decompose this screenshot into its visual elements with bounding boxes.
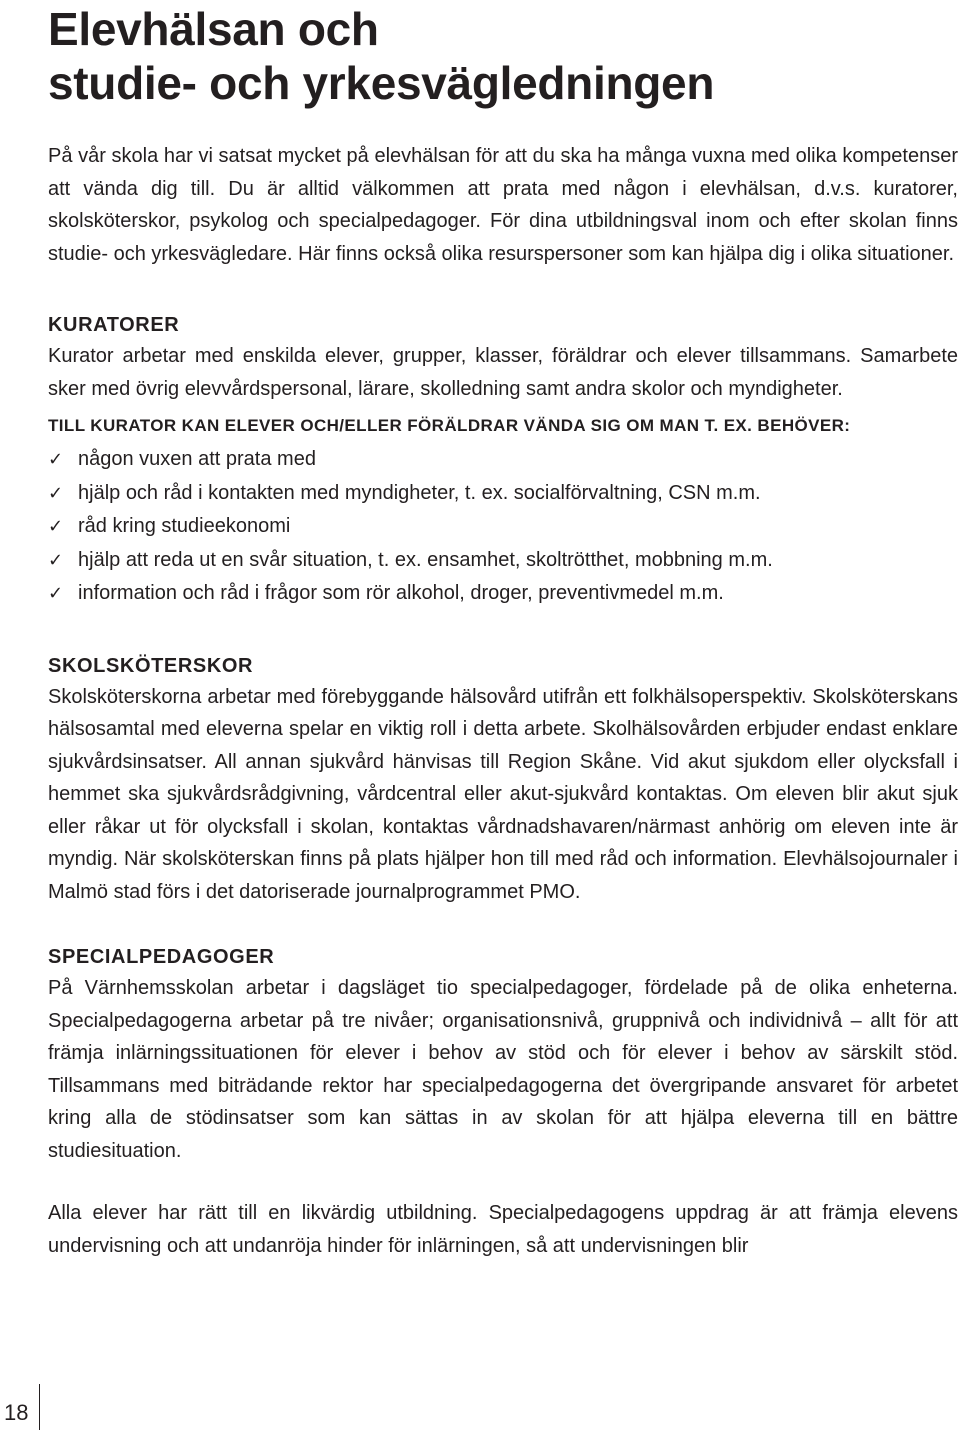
specialpedagoger-text-2: Alla elever har rätt till en likvärdig utbildning. Specialpedagogens uppdrag är att främja elevens undervisning och att undanröja hinder för inlärningen, så att undervisningen blir: [48, 1202, 958, 1257]
list-item-text: hjälp att reda ut en svår situation, t. ex. ensamhet, skoltrötthet, mobbning m.m.: [78, 548, 773, 571]
specialpedagoger-heading: SPECIALPEDAGOGER: [48, 946, 275, 968]
title-line-2: studie- och yrkesvägledningen: [48, 57, 715, 109]
checkmark-icon: ✓: [48, 516, 64, 537]
title-line-1: Elevhälsan och: [48, 3, 379, 55]
list-item-text: råd kring studieekonomi: [78, 515, 291, 537]
checkmark-icon: ✓: [48, 549, 64, 571]
kuratorer-heading: KURATORER: [48, 314, 180, 336]
kuratorer-subheading: TILL KURATOR KAN ELEVER OCH/ELLER FÖRÄLDRAR VÄNDA SIG OM MAN T. EX. BEHÖVER:: [48, 416, 851, 435]
list-item-text: någon vuxen att prata med: [78, 448, 316, 470]
list-item: [48, 544, 958, 578]
intro-paragraph: På vår skola har vi satsat mycket på elevhälsan för att du ska ha många vuxna med olika kompetenser att vända dig till. Du är alltid välkommen att prata med någon i elevhälsan, d.v.s. kuratorer, skolsköterskor, psykolog och specialpedagoger. För dina utbildningsval inom och efter skolan finns studie- och yrkesvägledare. Här finns också olika resurspersoner som kan hjälpa dig i olika situationer.: [48, 145, 958, 265]
skolskoterskor-text: Skolsköterskorna arbetar med förebyggande hälsovård utifrån ett folkhälsoperspektiv. Skolsköterskans hälsosamtal med eleverna spelar en viktig roll i detta arbete. Skolhälsovården erbjuder endast enklare sjukvårdsinsatser. All annan sjukvård hänvisas till Region Skåne. Vid akut sjukdom eller olycksfall i hemmet ska sjukvårdsrådgivning, vårdcentral eller akut-sjukvård kontaktas. Om eleven blir akut sjuk eller råkar ut för olycksfall i skolan, kontaktas vårdnadshavaren/närmast anhörig om eleven inte är myndig. När skolsköterskan finns på plats hjälper hon till med råd och information. Elevhälsojournaler i Malmö stad förs i det datoriserade journalprogrammet PMO.: [48, 685, 958, 903]
kuratorer-checklist: [48, 443, 958, 611]
section-kuratorer: [48, 310, 958, 611]
list-item: [48, 477, 958, 511]
checkmark-icon: ✓: [48, 449, 64, 470]
skolskoterskor-heading: SKOLSKÖTERSKOR: [48, 654, 254, 677]
checkmark-icon: ✓: [48, 583, 64, 604]
list-item-text: information och råd i frågor som rör alkohol, droger, preventivmedel m.m.: [78, 582, 724, 604]
section-skolskoterskor: [48, 651, 958, 909]
checkmark-icon: ✓: [48, 482, 64, 504]
page-title: [48, 0, 958, 110]
list-item-text: hjälp och råd i kontakten med myndigheter, t. ex. socialförvaltning, CSN m.m.: [78, 481, 761, 504]
list-item: [48, 443, 958, 477]
document-page: [48, 0, 958, 1262]
list-item: [48, 510, 958, 544]
page-number: 18: [0, 1384, 40, 1430]
list-item: [48, 577, 958, 611]
kuratorer-text: Kurator arbetar med enskilda elever, grupper, klasser, föräldrar och elever tillsammans. Samarbete sker med övrig elevvårdspersonal, lärare, skolledning samt andra skolor och myndigheter.: [48, 345, 958, 400]
section-specialpedagoger: [48, 942, 958, 1262]
specialpedagoger-text-1: På Värnhemsskolan arbetar i dagsläget tio specialpedagoger, fördelade på de olika enheterna. Specialpedagogerna arbetar på tre nivåer; organisationsnivå, gruppnivå och individnivå – allt för att främja inlärningssituationen för elever i behov av stöd och för elever i behov av särskilt stöd. Tillsammans med biträdande rektor har specialpedagogerna det övergripande ansvaret för arbetet kring alla de stödinsatser som kan sättas in av skolan för att hjälpa eleverna till en bättre studiesituation.: [48, 977, 958, 1162]
